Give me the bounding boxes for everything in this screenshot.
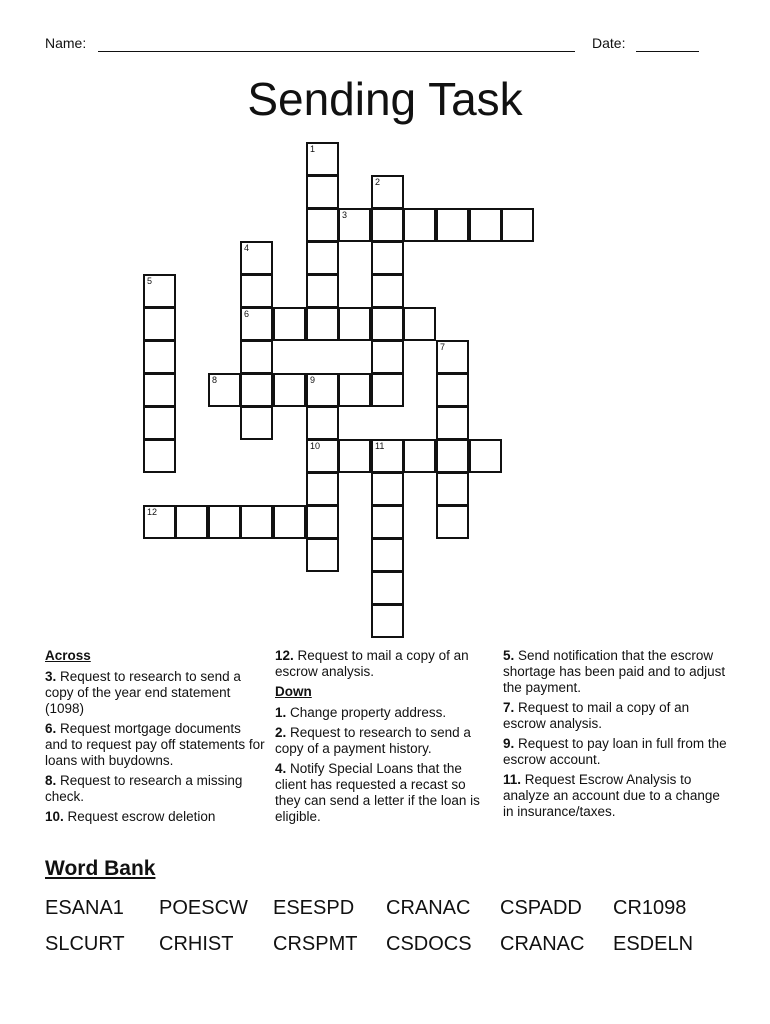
crossword-cell[interactable] — [240, 307, 273, 341]
header — [45, 35, 705, 55]
crossword-cell[interactable] — [436, 505, 469, 539]
crossword-cell[interactable] — [371, 307, 404, 341]
word-bank-item: CSDOCS — [386, 933, 472, 955]
word-bank-item: CSPADD — [500, 897, 582, 919]
clue-number: 12 — [147, 507, 158, 517]
crossword-cell[interactable] — [371, 604, 404, 638]
crossword-cell[interactable] — [273, 373, 306, 407]
crossword-cell[interactable] — [371, 472, 404, 506]
crossword-cell[interactable] — [338, 307, 371, 341]
crossword-cell[interactable] — [273, 307, 306, 341]
word-bank-item: CRANAC — [386, 897, 471, 919]
page-title: Sending Task — [247, 73, 523, 125]
crossword-cell[interactable] — [143, 439, 176, 473]
clue-number: 6 — [244, 309, 250, 319]
crossword-cell[interactable] — [436, 340, 469, 374]
crossword-cell[interactable] — [436, 472, 469, 506]
crossword-cell[interactable] — [208, 505, 241, 539]
crossword-cell[interactable] — [240, 340, 273, 374]
crossword-cell[interactable] — [240, 505, 273, 539]
clue-number: 4 — [244, 243, 250, 253]
crossword-cell[interactable] — [306, 307, 339, 341]
crossword-cell[interactable] — [501, 208, 534, 242]
crossword-cell[interactable] — [306, 406, 339, 440]
word-bank-item: POESCW — [159, 897, 248, 919]
crossword-cell[interactable] — [306, 241, 339, 275]
clue-number: 5 — [147, 276, 153, 286]
name-label: Name: — [45, 35, 87, 51]
clues-column-2 — [275, 648, 493, 829]
name-field[interactable] — [98, 51, 575, 52]
word-bank-item: ESESPD — [273, 897, 355, 919]
crossword-cell[interactable] — [436, 439, 469, 473]
clue-number: 2 — [375, 177, 381, 187]
clues-column-3 — [503, 648, 728, 824]
word-bank-item: ESDELN — [613, 933, 694, 955]
crossword-cell[interactable] — [371, 373, 404, 407]
crossword-cell[interactable] — [338, 439, 371, 473]
crossword-cell[interactable] — [306, 274, 339, 308]
clue-across-3: 3. Request to research to send a copy of the year end statement (1098) — [45, 669, 241, 716]
crossword-cell[interactable] — [306, 505, 339, 539]
crossword-cell[interactable] — [338, 373, 371, 407]
crossword-cell[interactable] — [306, 175, 339, 209]
clue-down-2: 2. Request to research to send a copy of a payment history. — [275, 725, 471, 756]
crossword-cell[interactable] — [240, 274, 273, 308]
word-bank-item: CR1098 — [613, 897, 687, 919]
word-bank-item: ESANA1 — [45, 897, 124, 919]
word-bank-item: CRHIST — [159, 933, 234, 955]
clue-down-11: 11. Request Escrow Analysis to analyze an account due to a change in insurance/taxes. — [503, 772, 720, 819]
crossword-cell[interactable] — [143, 373, 176, 407]
crossword-cell[interactable] — [306, 472, 339, 506]
crossword-cell[interactable] — [371, 538, 404, 572]
crossword-cell[interactable] — [436, 406, 469, 440]
word-bank-item: CRSPMT — [273, 933, 358, 955]
crossword-cell[interactable] — [240, 406, 273, 440]
crossword-cell[interactable] — [436, 208, 469, 242]
clue-number: 11 — [375, 441, 385, 451]
clue-across-12: 12. Request to mail a copy of an escrow analysis. — [275, 648, 469, 679]
date-field[interactable] — [636, 51, 699, 52]
clue-across-10: 10. Request escrow deletion — [45, 809, 216, 824]
clue-across-6: 6. Request mortgage documents and to request pay off statements for loans with buydowns. — [45, 721, 265, 768]
clue-down-4: 4. Notify Special Loans that the client has requested a recast so they can send a letter if the loan is eligible. — [275, 761, 480, 824]
clue-number: 1 — [310, 144, 316, 154]
crossword-cell[interactable] — [306, 142, 339, 176]
crossword-cell[interactable] — [175, 505, 208, 539]
crossword-cell[interactable] — [403, 439, 436, 473]
crossword-cell[interactable] — [371, 571, 404, 605]
word-bank-title: Word Bank — [45, 857, 156, 880]
crossword-cell[interactable] — [143, 406, 176, 440]
crossword-cell[interactable] — [306, 538, 339, 572]
crossword-cell[interactable] — [436, 373, 469, 407]
clues-column-1 — [45, 648, 265, 829]
clue-across-8: 8. Request to research a missing check. — [45, 773, 243, 804]
clue-number: 8 — [212, 375, 218, 385]
crossword-cell[interactable] — [240, 373, 273, 407]
crossword-cell[interactable] — [403, 208, 436, 242]
crossword-cell[interactable] — [371, 505, 404, 539]
clue-down-9: 9. Request to pay loan in full from the escrow account. — [503, 736, 727, 767]
crossword-cell[interactable] — [208, 373, 241, 407]
crossword-cell[interactable] — [143, 307, 176, 341]
crossword-cell[interactable] — [371, 241, 404, 275]
clue-down-1: 1. Change property address. — [275, 705, 447, 720]
crossword-cell[interactable] — [143, 505, 176, 539]
crossword-cell[interactable] — [469, 208, 502, 242]
crossword-cell[interactable] — [371, 439, 404, 473]
crossword-cell[interactable] — [306, 373, 339, 407]
crossword-cell[interactable] — [371, 208, 404, 242]
clue-number: 10 — [310, 441, 321, 451]
crossword-cell[interactable] — [143, 340, 176, 374]
down-heading: Down — [275, 684, 312, 699]
crossword-cell[interactable] — [143, 274, 176, 308]
crossword-cell[interactable] — [403, 307, 436, 341]
crossword-cell[interactable] — [273, 505, 306, 539]
crossword-cell[interactable] — [371, 340, 404, 374]
crossword-cell[interactable] — [306, 439, 339, 473]
clue-down-5: 5. Send notification that the escrow shortage has been paid and to adjust the payment. — [503, 648, 726, 695]
crossword-cell[interactable] — [338, 208, 371, 242]
crossword-cell[interactable] — [469, 439, 502, 473]
crossword-cell[interactable] — [240, 241, 273, 275]
date-label: Date: — [592, 35, 626, 51]
clue-number: 7 — [440, 342, 446, 352]
clue-down-7: 7. Request to mail a copy of an escrow analysis. — [503, 700, 690, 731]
word-bank-item: SLCURT — [45, 933, 125, 955]
crossword-cell[interactable] — [306, 208, 339, 242]
clue-number: 3 — [342, 210, 348, 220]
crossword-cell[interactable] — [371, 274, 404, 308]
across-heading: Across — [45, 648, 91, 663]
clue-number: 9 — [310, 375, 316, 385]
word-bank-item: CRANAC — [500, 933, 585, 955]
crossword-cell[interactable] — [371, 175, 404, 209]
